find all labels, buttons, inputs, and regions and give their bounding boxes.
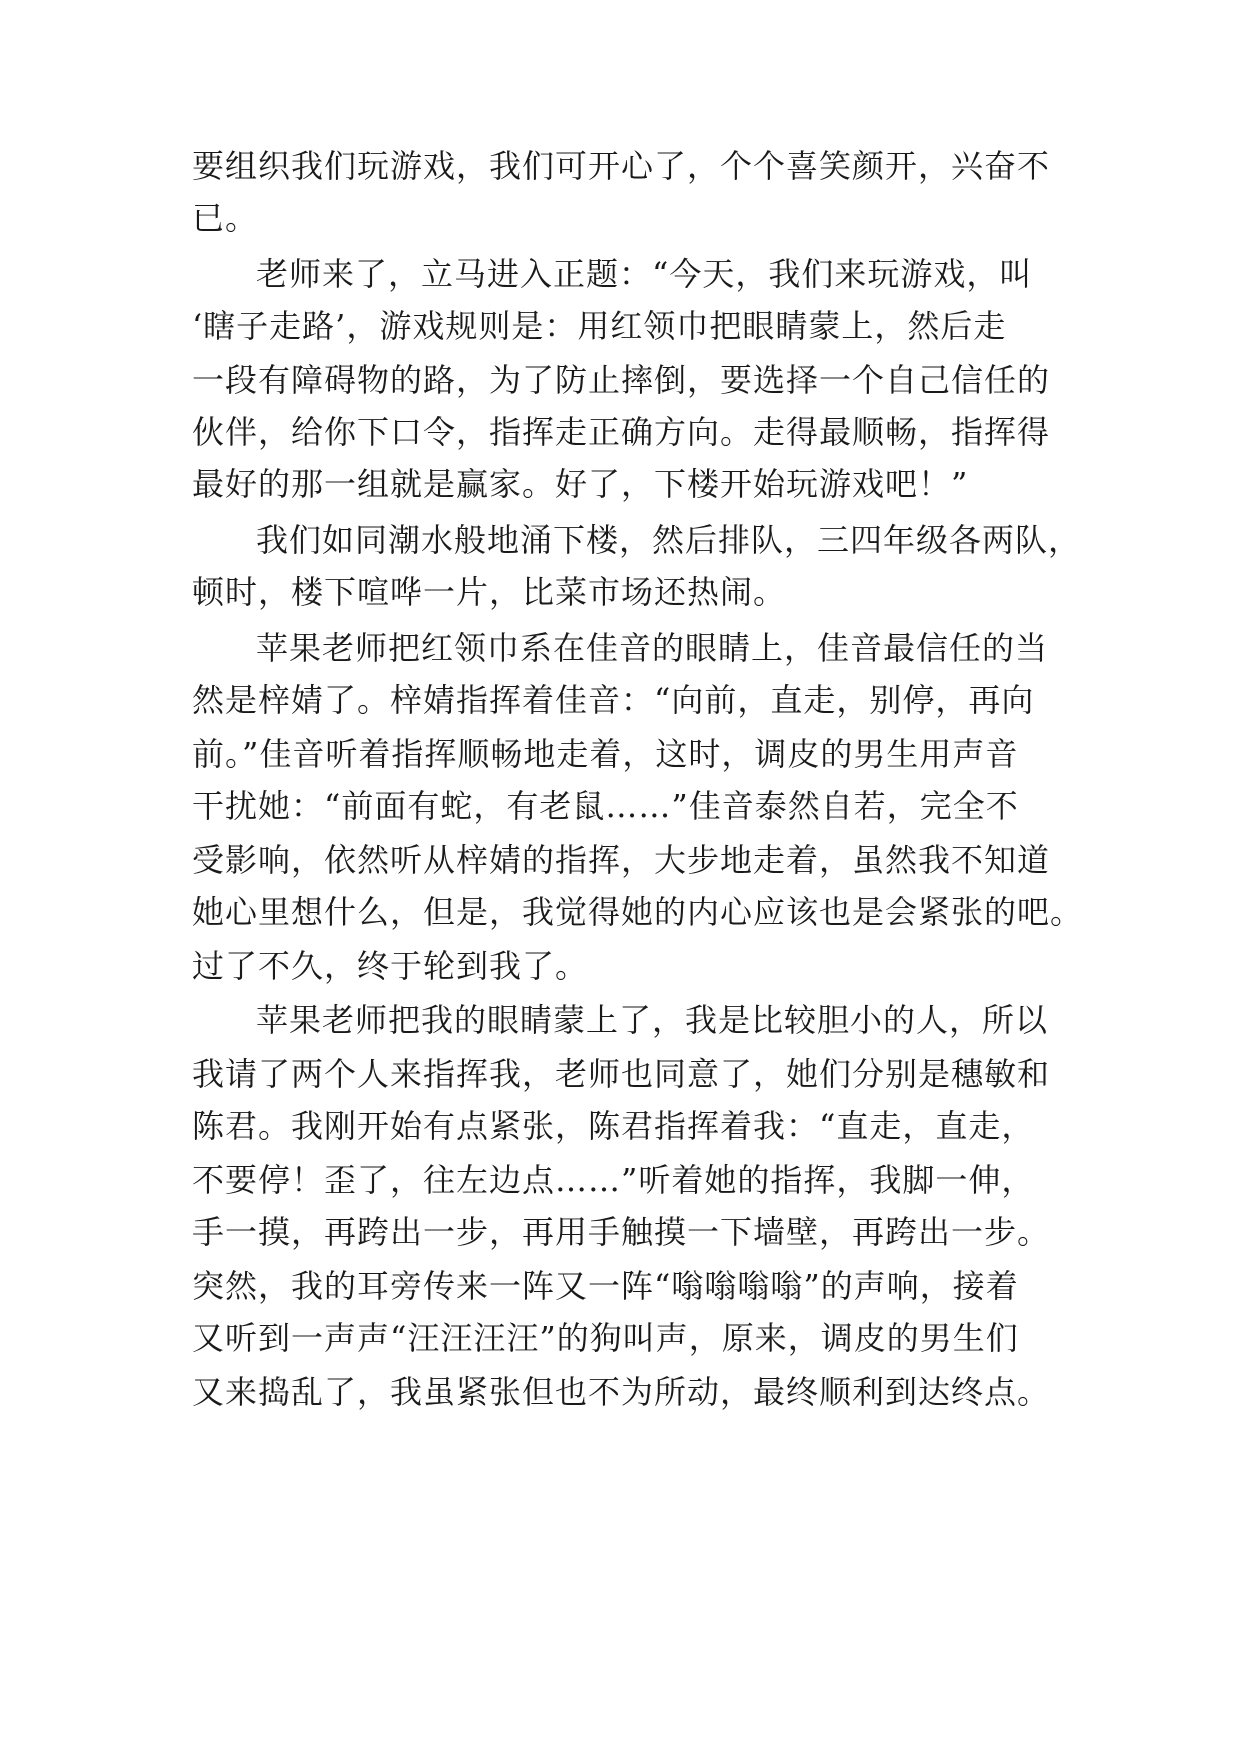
text-line-22: 突然，我的耳旁传来一阵又一阵“嗡嗡嗡嗡”的声响，接着 <box>192 1267 1019 1305</box>
text-line-3: 老师来了，立马进入正题：“今天，我们来玩游戏，叫 <box>256 255 1033 293</box>
text-line-4: ‘瞎子走路’，游戏规则是：用红领巾把眼睛蒙上，然后走 <box>192 307 1007 345</box>
text-line-16: 过了不久，终于轮到我了。 <box>192 947 589 985</box>
text-line-13: 干扰她：“前面有蛇，有老鼠……”佳音泰然自若，完全不 <box>192 787 1019 825</box>
text-line-2: 已。 <box>192 199 259 237</box>
text-line-6: 伙伴，给你下口令，指挥走正确方向。走得最顺畅，指挥得 <box>192 413 1051 451</box>
text-line-23: 又听到一声声“汪汪汪汪”的狗叫声，原来，调皮的男生们 <box>192 1319 1019 1357</box>
text-line-20: 不要停！歪了，往左边点……”听着她的指挥，我脚一伸， <box>192 1161 1035 1199</box>
text-line-19: 陈君。我刚开始有点紧张，陈君指挥着我：“直走，直走， <box>192 1107 1035 1145</box>
text-line-15: 她心里想什么，但是，我觉得她的内心应该也是会紧张的吧。 <box>192 893 1084 931</box>
text-line-21: 手一摸，再跨出一步，再用手触摸一下墙壁，再跨出一步。 <box>192 1213 1051 1251</box>
text-line-1: 要组织我们玩游戏，我们可开心了，个个喜笑颜开，兴奋不 <box>192 147 1051 185</box>
text-line-11: 然是梓婧了。梓婧指挥着佳音：“向前，直走，别停，再向 <box>192 681 1035 719</box>
text-line-14: 受影响，依然听从梓婧的指挥，大步地走着，虽然我不知道 <box>192 841 1051 879</box>
text-line-24: 又来捣乱了，我虽紧张但也不为所动，最终顺利到达终点。 <box>192 1373 1051 1411</box>
text-line-10: 苹果老师把红领巾系在佳音的眼睛上，佳音最信任的当 <box>256 629 1049 667</box>
text-line-12: 前。”佳音听着指挥顺畅地走着，这时，调皮的男生用声音 <box>192 735 1019 773</box>
text-line-9: 顿时，楼下喧哗一片，比菜市场还热闹。 <box>192 573 787 611</box>
text-line-17: 苹果老师把我的眼睛蒙上了，我是比较胆小的人，所以 <box>256 1001 1049 1039</box>
text-line-8: 我们如同潮水般地涌下楼，然后排队，三四年级各两队， <box>256 521 1082 559</box>
text-line-18: 我请了两个人来指挥我，老师也同意了，她们分别是穗敏和 <box>192 1055 1051 1093</box>
text-line-7: 最好的那一组就是赢家。好了，下楼开始玩游戏吧！” <box>192 465 969 503</box>
text-line-5: 一段有障碍物的路，为了防止摔倒，要选择一个自己信任的 <box>192 361 1051 399</box>
